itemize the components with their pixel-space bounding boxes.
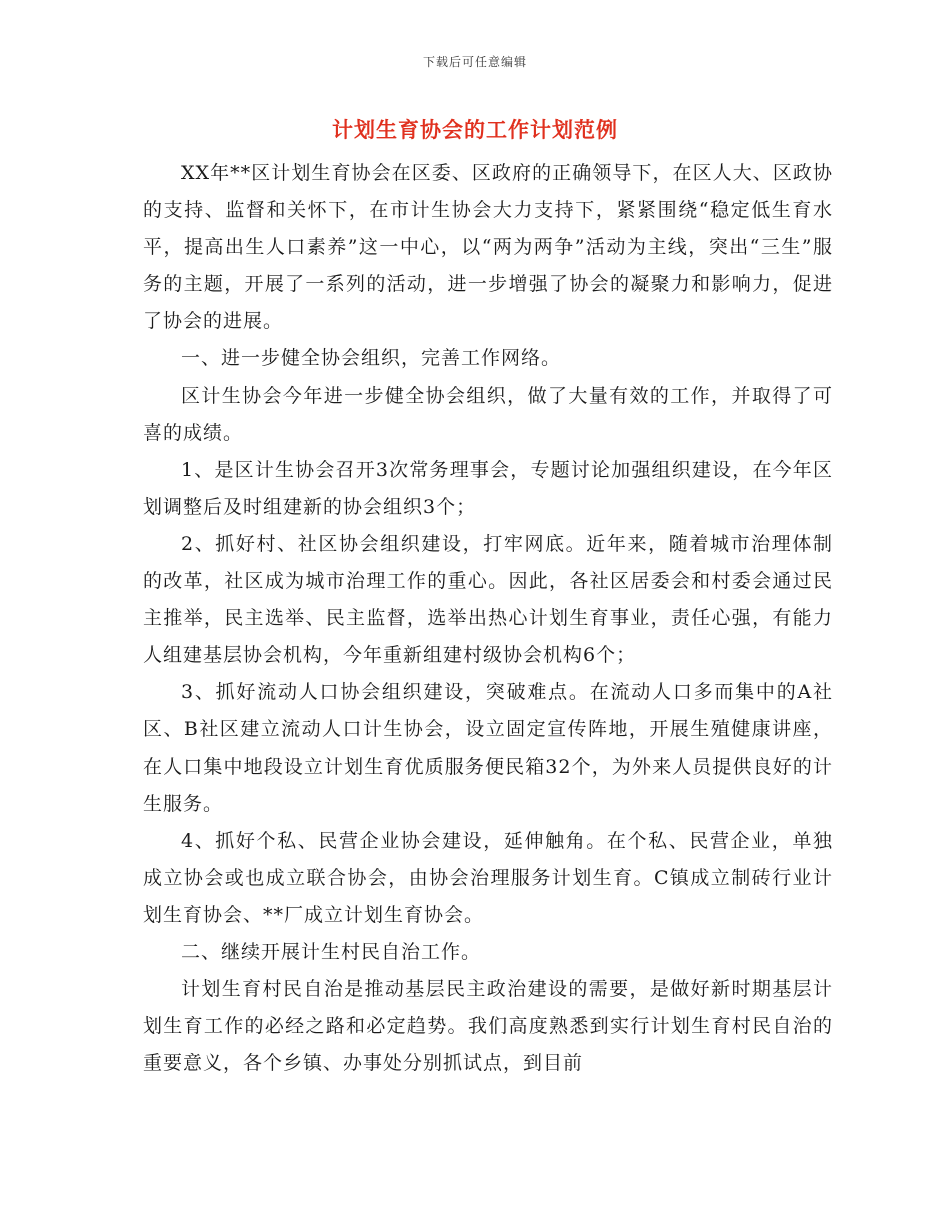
section-heading-1: 一、进一步健全协会组织，完善工作网络。 [181, 347, 562, 370]
paragraph-intro: XX年**区计划生育协会在区委、区政府的正确领导下，在区人大、区政协的支持、监督和关怀下，在市计生协会大力支持下，紧紧围绕“稳定低生育水平，提高出生人口素养”这一中心，以“两为两争”活动为主线，突出“三生”服务的主题，开展了一系列的活动，进一步增强了协会的凝聚力和影响力，促进了协会的进展。 [143, 162, 833, 333]
paragraph-item-4: 4、抓好个私、民营企业协会建设，延伸触角。在个私、民营企业，单独成立协会或也成立联合协会，由协会治理服务计划生育。C镇成立制砖行业计划生育协会、**厂成立计划生育协会。 [143, 829, 833, 926]
paragraph-item-3: 3、抓好流动人口协会组织建设，突破难点。在流动人口多而集中的A社区、B社区建立流动人口计生协会，设立固定宣传阵地，开展生殖健康讲座，在人口集中地段设立计划生育优质服务便民箱32个，为外来人员提供良好的计生服务。 [143, 681, 833, 815]
section-heading-2: 二、继续开展计生村民自治工作。 [181, 940, 482, 963]
paragraph-item-2: 2、抓好村、社区协会组织建设，打牢网底。近年来，随着城市治理体制的改革，社区成为城市治理工作的重心。因此，各社区居委会和村委会通过民主推举，民主选举、民主监督，选举出热心计划生育事业，责任心强，有能力人组建基层协会机构，今年重新组建村级协会机构6个； [143, 532, 833, 667]
page-header-note: 下载后可任意编辑 [422, 55, 527, 69]
paragraph-section-2-intro: 计划生育村民自治是推动基层民主政治建设的需要，是做好新时期基层计划生育工作的必经之路和必定趋势。我们高度熟悉到实行计划生育村民自治的重要意义，各个乡镇、办事处分别抓试点，到目前 [143, 978, 833, 1075]
document-body [143, 155, 833, 1082]
paragraph-section-1-intro: 区计生协会今年进一步健全协会组织，做了大量有效的工作，并取得了可喜的成绩。 [143, 384, 833, 444]
paragraph-item-1: 1、是区计生协会召开3次常务理事会，专题讨论加强组织建设，在今年区划调整后及时组建新的协会组织3个； [143, 458, 833, 518]
document-title: 计划生育协会的工作计划范例 [332, 117, 618, 142]
